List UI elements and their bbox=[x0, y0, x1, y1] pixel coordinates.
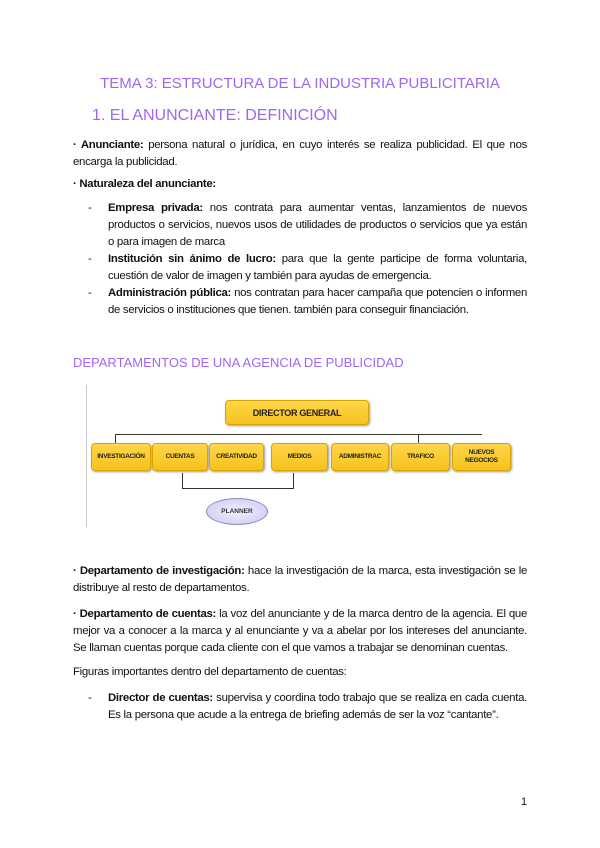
list-dash: - bbox=[88, 253, 92, 265]
connector-line bbox=[182, 488, 294, 489]
connector-line bbox=[115, 434, 482, 435]
section-heading-departamentos: DEPARTAMENTOS DE UNA AGENCIA DE PUBLICIDAD bbox=[73, 355, 404, 370]
term-label: · Departamento de investigación: bbox=[73, 565, 245, 577]
connector-line bbox=[418, 434, 419, 443]
box-cuentas: CUENTAS bbox=[152, 443, 208, 471]
org-chart bbox=[0, 378, 600, 530]
paragraph-anunciante bbox=[73, 137, 527, 171]
box-nuevos-negocios: NUEVOS NEGOCIOS bbox=[452, 443, 511, 471]
definition-text: hace la investigación de la marca, esta investigación se le distribuye al resto de departamentos. bbox=[73, 565, 527, 594]
document-title: TEMA 3: ESTRUCTURA DE LA INDUSTRIA PUBLICITARIA bbox=[100, 75, 500, 92]
box-director-general: DIRECTOR GENERAL bbox=[225, 400, 369, 425]
naturaleza-list bbox=[73, 200, 527, 319]
connector-line bbox=[293, 473, 294, 488]
list-item bbox=[73, 285, 527, 319]
section-heading-anunciante: 1. EL ANUNCIANTE: DEFINICIÓN bbox=[92, 107, 338, 124]
list-dash: - bbox=[88, 202, 92, 214]
page-number: 1 bbox=[521, 796, 528, 808]
definition-text: nos contratan para hacer campaña que potencien o informen de servicios o instituciones que tienen. también para conseguir financiación. bbox=[108, 287, 527, 316]
paragraph-cuentas bbox=[73, 606, 527, 657]
definition-text: persona natural o jurídica, en cuyo interés se realiza publicidad. El que nos encarga la publicidad. bbox=[73, 139, 527, 168]
box-administracion: ADMINISTRAC bbox=[331, 443, 389, 471]
term-label: Institución sin ánimo de lucro: bbox=[108, 253, 276, 265]
list-dash: - bbox=[88, 287, 92, 299]
planner-ellipse: PLANNER bbox=[206, 498, 268, 525]
box-investigacion: INVESTIGACIÓN bbox=[91, 443, 151, 471]
term-label: Administración pública: bbox=[108, 287, 232, 299]
definition-text: supervisa y coordina todo trabajo que se realiza en cada cuenta. Es la persona que acude a la entrega de briefing además de ser la voz “cantante”. bbox=[108, 692, 527, 721]
definition-text: la voz del anunciante y de la marca dentro de la agencia. El que mejor va a conocer a la marca y al enunciante y va a abelar por los intereses del anunciante. Se llaman cuentas porque cada cliente con el que vamos a trabajar se denominan cuentas. bbox=[73, 608, 527, 654]
list-item bbox=[73, 251, 527, 285]
list-item bbox=[73, 200, 527, 251]
diagram-border bbox=[86, 385, 87, 527]
term-label: Director de cuentas: bbox=[108, 692, 213, 704]
box-medios: MEDIOS bbox=[271, 443, 328, 471]
connector-line bbox=[182, 473, 183, 488]
connector-line bbox=[115, 434, 116, 443]
list-item bbox=[73, 690, 527, 724]
paragraph-figuras: Figuras importantes dentro del departamento de cuentas: bbox=[73, 666, 347, 678]
definition-text: para que la gente participe de forma voluntaria, cuestión de valor de imagen y también para ayudas de emergencia. bbox=[108, 253, 527, 282]
naturaleza-label: · Naturaleza del anunciante: bbox=[73, 178, 216, 190]
term-label: · Anunciante: bbox=[73, 139, 144, 151]
list-dash: - bbox=[88, 692, 92, 704]
term-label: Empresa privada: bbox=[108, 202, 203, 214]
box-trafico: TRAFICO bbox=[391, 443, 450, 471]
definition-text: nos contrata para aumentar ventas, lanzamientos de nuevos productos o servicios, nuevos usos de utilidades de productos o servicios que ya están o para imagen de marca bbox=[108, 202, 527, 248]
box-creatividad: CREATIVIDAD bbox=[209, 443, 264, 471]
paragraph-investigacion bbox=[73, 563, 527, 597]
term-label: · Departamento de cuentas: bbox=[73, 608, 217, 620]
